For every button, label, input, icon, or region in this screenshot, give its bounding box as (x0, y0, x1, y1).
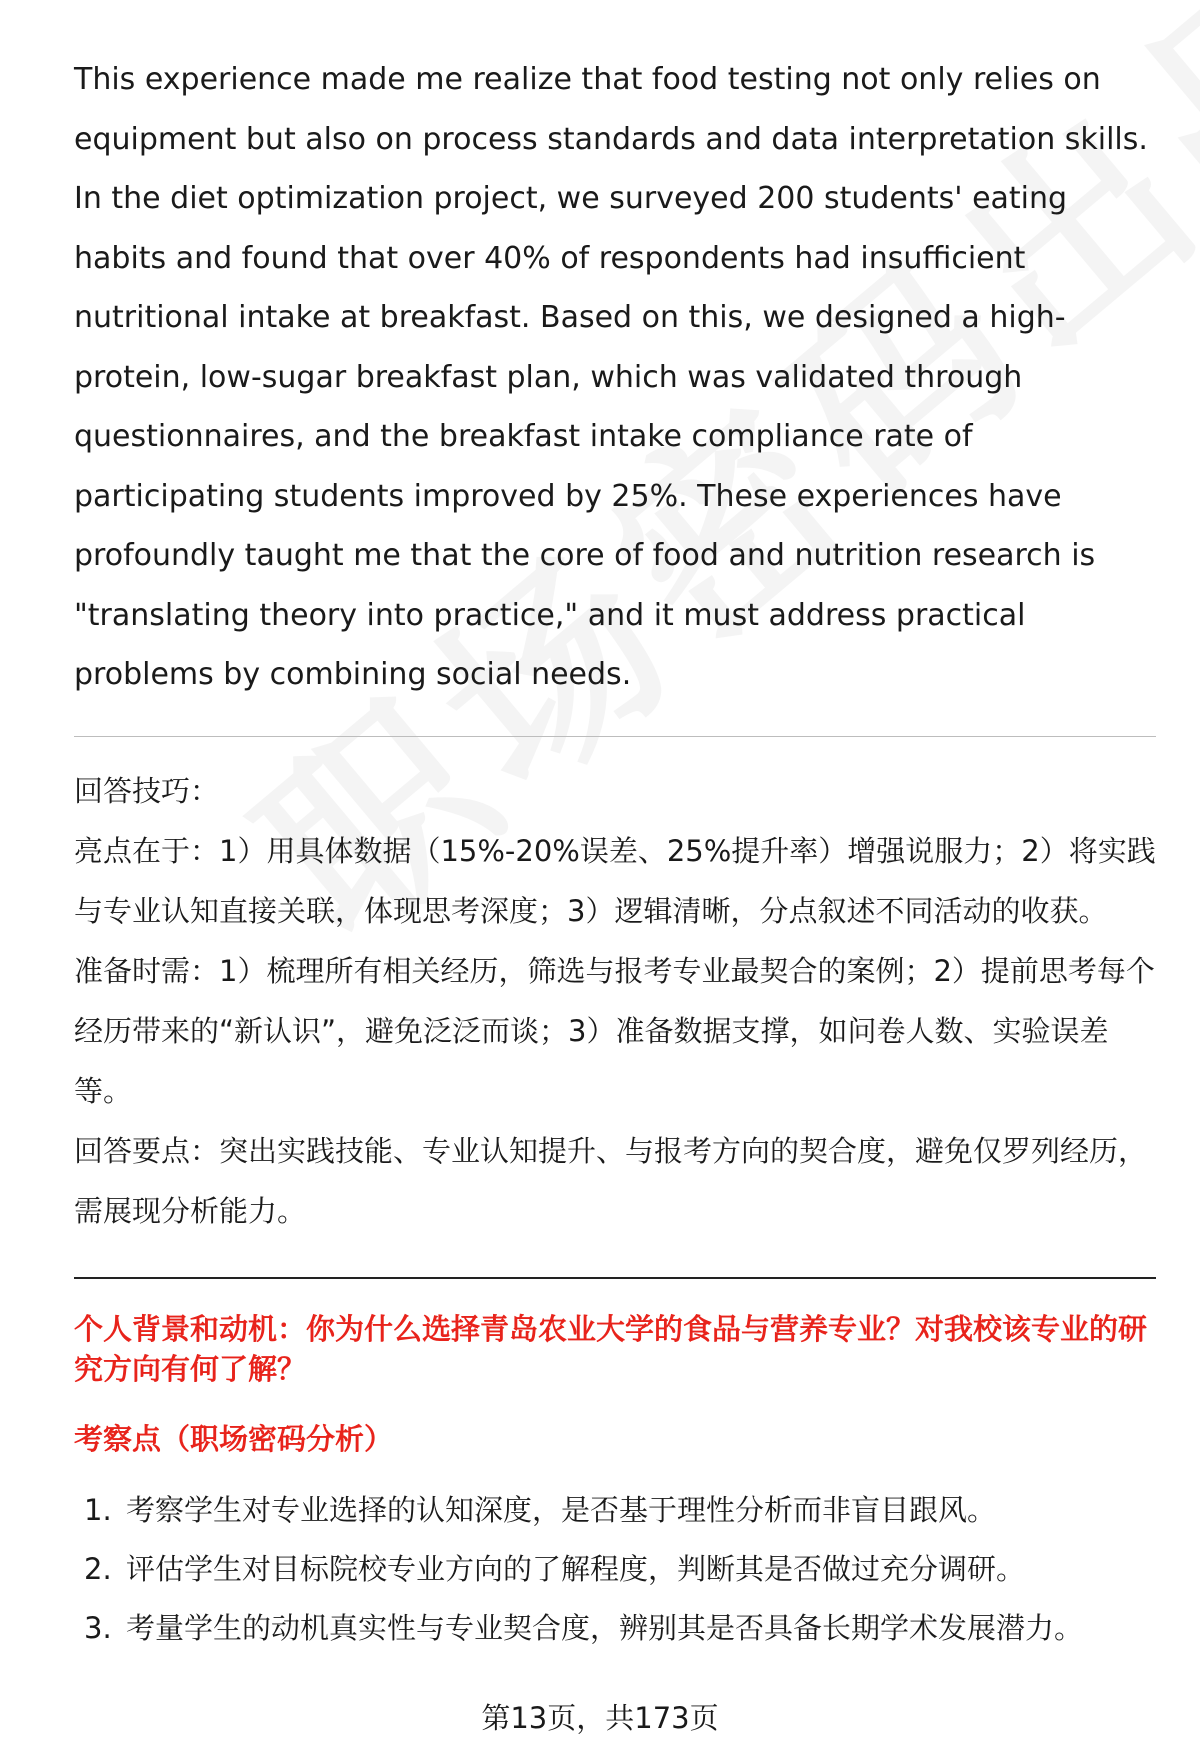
list-item (74, 1540, 1156, 1599)
tips-key-points: 回答要点：突出实践技能、专业认知提升、与报考方向的契合度，避免仅罗列经历，需展现分析能力。 (74, 1133, 1148, 1228)
list-item-text: 考量学生的动机真实性与专业契合度，辨别其是否具备长期学术发展潜力。 (126, 1610, 1084, 1645)
list-item-number: 3. (84, 1610, 112, 1645)
assessment-list (74, 1481, 1156, 1658)
tips-heading: 回答技巧： (74, 773, 220, 808)
answer-tips (74, 761, 1156, 1241)
list-item-number: 1. (84, 1492, 112, 1527)
list-item-number: 2. (84, 1551, 112, 1586)
body-paragraph: This experience made me realize that food testing not only relies on equipment but also on process standards and data interpretation skills. In the diet optimization project, we surveyed 200 students' eating habits and found that over 40% of respondents had insufficient nutritional intake at breakfast. Based on this, we designed a high-protein, low-sugar breakfast plan, which was validated through questionnaires, and the breakfast intake compliance rate of participating students improved by 25%. These experiences have profoundly taught me that the core of food and nutrition research is "translating theory into practice," and it must address practical problems by combining social needs. (74, 62, 1148, 692)
question-heading: 个人背景和动机：你为什么选择青岛农业大学的食品与营养专业？对我校该专业的研究方向有何了解？ (74, 1311, 1148, 1386)
section-divider (74, 736, 1156, 737)
page-content (74, 50, 1156, 1658)
list-item-text: 评估学生对目标院校专业方向的了解程度，判断其是否做过充分调研。 (126, 1551, 1026, 1586)
list-item-text: 考察学生对专业选择的认知深度，是否基于理性分析而非盲目跟风。 (126, 1492, 997, 1527)
assessment-subheading: 考察点（职场密码分析） (74, 1421, 394, 1456)
list-item (74, 1481, 1156, 1540)
tips-preparation: 准备时需：1）梳理所有相关经历，筛选与报考专业最契合的案例；2）提前思考每个经历带来的“新认识”，避免泛泛而谈；3）准备数据支撑，如问卷人数、实验误差等。 (74, 953, 1155, 1108)
tips-highlights: 亮点在于：1）用具体数据（15%-20%误差、25%提升率）增强说服力；2）将实践与专业认知直接关联，体现思考深度；3）逻辑清晰，分点叙述不同活动的收获。 (74, 833, 1156, 928)
page-number-footer: 第13页，共173页 (481, 1701, 719, 1735)
list-item (74, 1599, 1156, 1658)
question-divider (74, 1277, 1156, 1279)
